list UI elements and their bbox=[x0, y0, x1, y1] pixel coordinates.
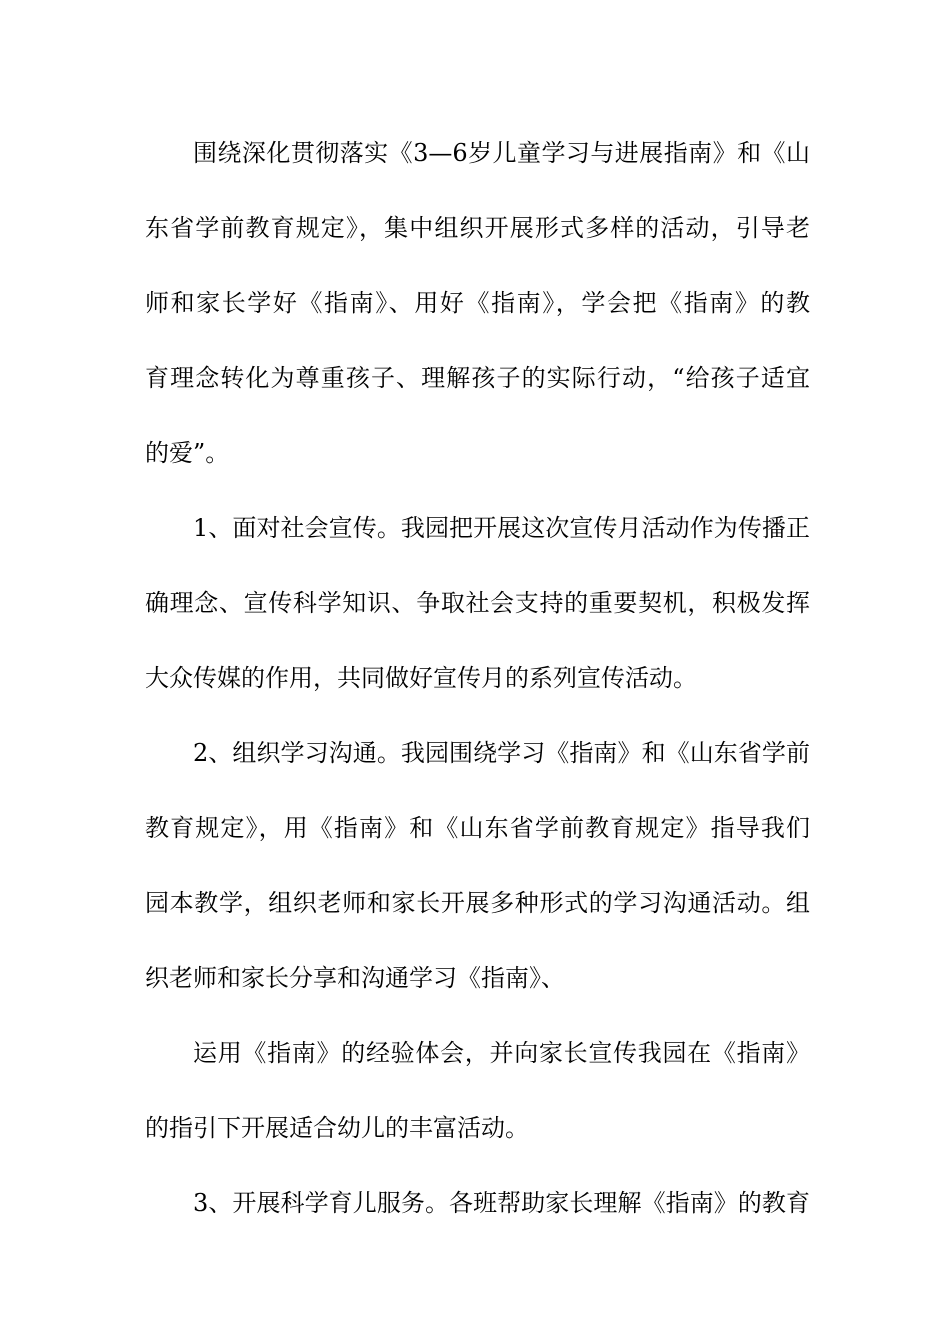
paragraph-intro-line-4: 育理念转化为尊重孩子、理解孩子的实际行动，“给孩子适宜 bbox=[145, 364, 810, 392]
paragraph-2-line-2: 教育规定》，用《指南》和《山东省学前教育规定》指导我们 bbox=[145, 814, 810, 842]
document-body bbox=[145, 125, 810, 1250]
paragraph-intro-line-5: 的爱”。 bbox=[145, 439, 230, 467]
paragraph-intro-line-3: 师和家长学好《指南》、用好《指南》，学会把《指南》的教 bbox=[145, 289, 810, 317]
paragraph-2-line-4: 织老师和家长分享和沟通学习《指南》、 bbox=[145, 964, 565, 992]
paragraph-3-line-2: 的指引下开展适合幼儿的丰富活动。 bbox=[145, 1114, 529, 1142]
paragraph-2-line-3: 园本教学，组织老师和家长开展多种形式的学习沟通活动。组 bbox=[145, 889, 810, 917]
paragraph-1-line-1: 1、面对社会宣传。我园把开展这次宣传月活动作为传播正 bbox=[193, 514, 810, 542]
paragraph-2-line-1: 2、组织学习沟通。我园围绕学习《指南》和《山东省学前 bbox=[193, 739, 810, 767]
paragraph-3-line-1: 运用《指南》的经验体会，并向家长宣传我园在《指南》 bbox=[193, 1039, 810, 1067]
paragraph-4-line-1: 3、开展科学育儿服务。各班帮助家长理解《指南》的教育 bbox=[193, 1189, 810, 1217]
paragraph-1-line-3: 大众传媒的作用，共同做好宣传月的系列宣传活动。 bbox=[145, 664, 697, 692]
paragraph-intro-line-2: 东省学前教育规定》，集中组织开展形式多样的活动，引导老 bbox=[145, 214, 810, 242]
paragraph-1-line-2: 确理念、宣传科学知识、争取社会支持的重要契机，积极发挥 bbox=[145, 589, 810, 617]
paragraph-intro-line-1: 围绕深化贯彻落实《3—6岁儿童学习与进展指南》和《山 bbox=[193, 139, 810, 167]
